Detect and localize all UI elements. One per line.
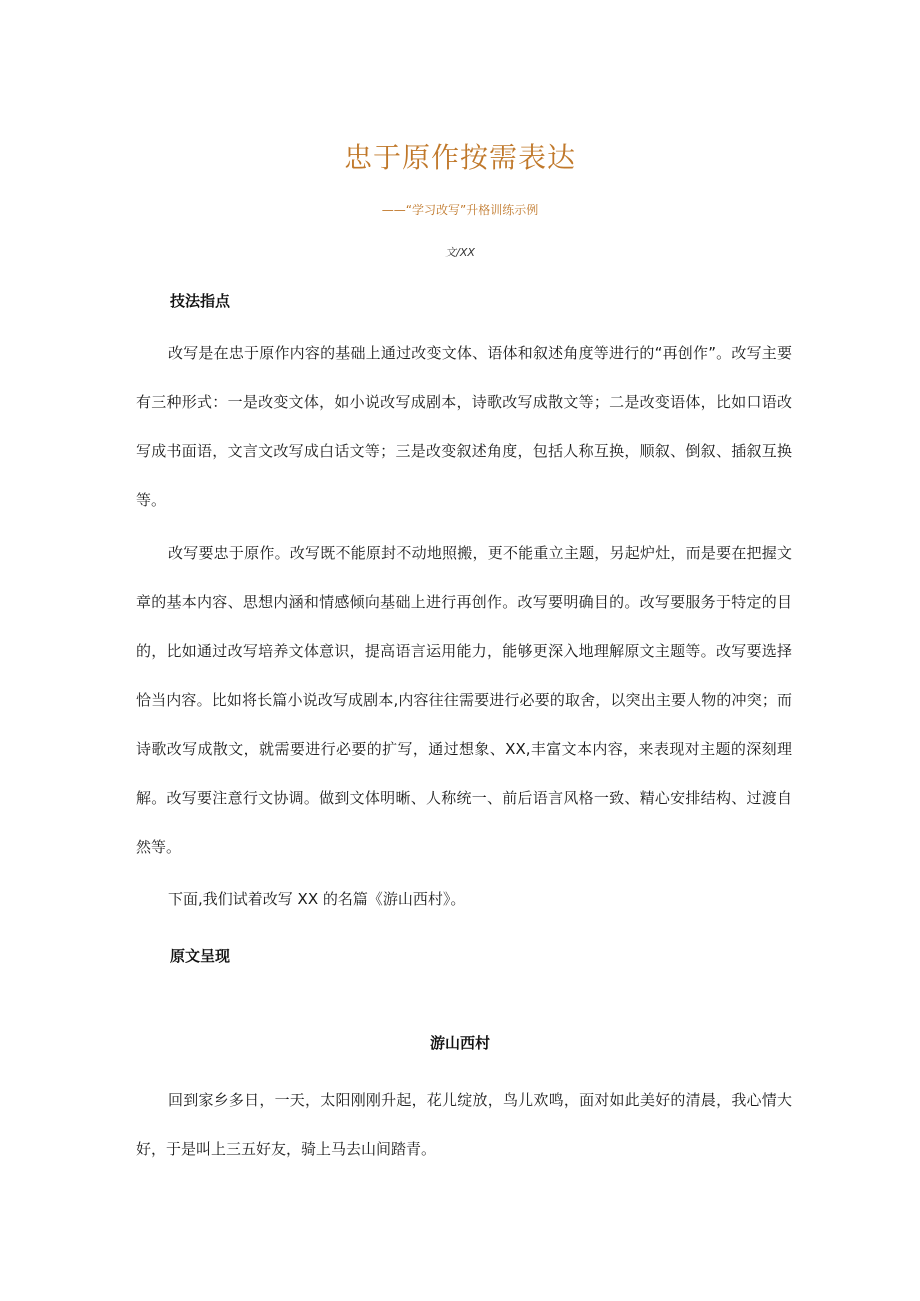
section-heading-original: 原文呈现	[170, 947, 231, 965]
section-heading-technique: 技法指点	[170, 292, 231, 310]
document-title: 忠于原作按需表达	[343, 141, 576, 174]
poem-title: 游山西村	[429, 1034, 490, 1052]
paragraph-rewritten-opening: 回到家乡多日，一天，太阳刚刚升起，花儿绽放，鸟儿欢鸣，面对如此美好的清晨，我心情大好，于是叫上三五好友，骑上马去山间踏青。	[136, 1091, 792, 1158]
paragraph-rewriting-principles: 改写要忠于原作。改写既不能原封不动地照搬，更不能重立主题，另起炉灶，而是要在把握文章的基本内容、思想内涵和情感倾向基础上进行再创作。改写要明确目的。改写要服务于特定的目的，比如通过改写培养文体意识，提高语言运用能力，能够更深入地理解原文主题等。改写要选择恰当内容。比如将长篇小说改写成剧本,内容往往需要进行必要的取舍，以突出主要人物的冲突；而诗歌改写成散文，就需要进行必要的扩写，通过想象、XX,丰富文本内容，来表现对主题的深刻理解。改写要注意行文协调。做到文体明晰、人称统一、前后语言风格一致、精心安排结构、过渡自然等。	[136, 544, 792, 856]
paragraph-intro-example: 下面,我们试着改写 XX 的名篇《游山西村》。	[168, 890, 466, 908]
paragraph-rewriting-definition: 改写是在忠于原作内容的基础上通过改变文体、语体和叙述角度等进行的“再创作”。改写主要有三种形式：一是改变文体，如小说改写成剧本，诗歌改写成散文等；二是改变语体，比如口语改写成书面语，文言文改写成白话文等；三是改变叙述角度，包括人称互换，顺叙、倒叙、插叙互换等。	[136, 344, 792, 509]
author-byline: 文/XX	[445, 246, 475, 259]
document-subtitle: ——“学习改写”升格训练示例	[381, 203, 539, 217]
